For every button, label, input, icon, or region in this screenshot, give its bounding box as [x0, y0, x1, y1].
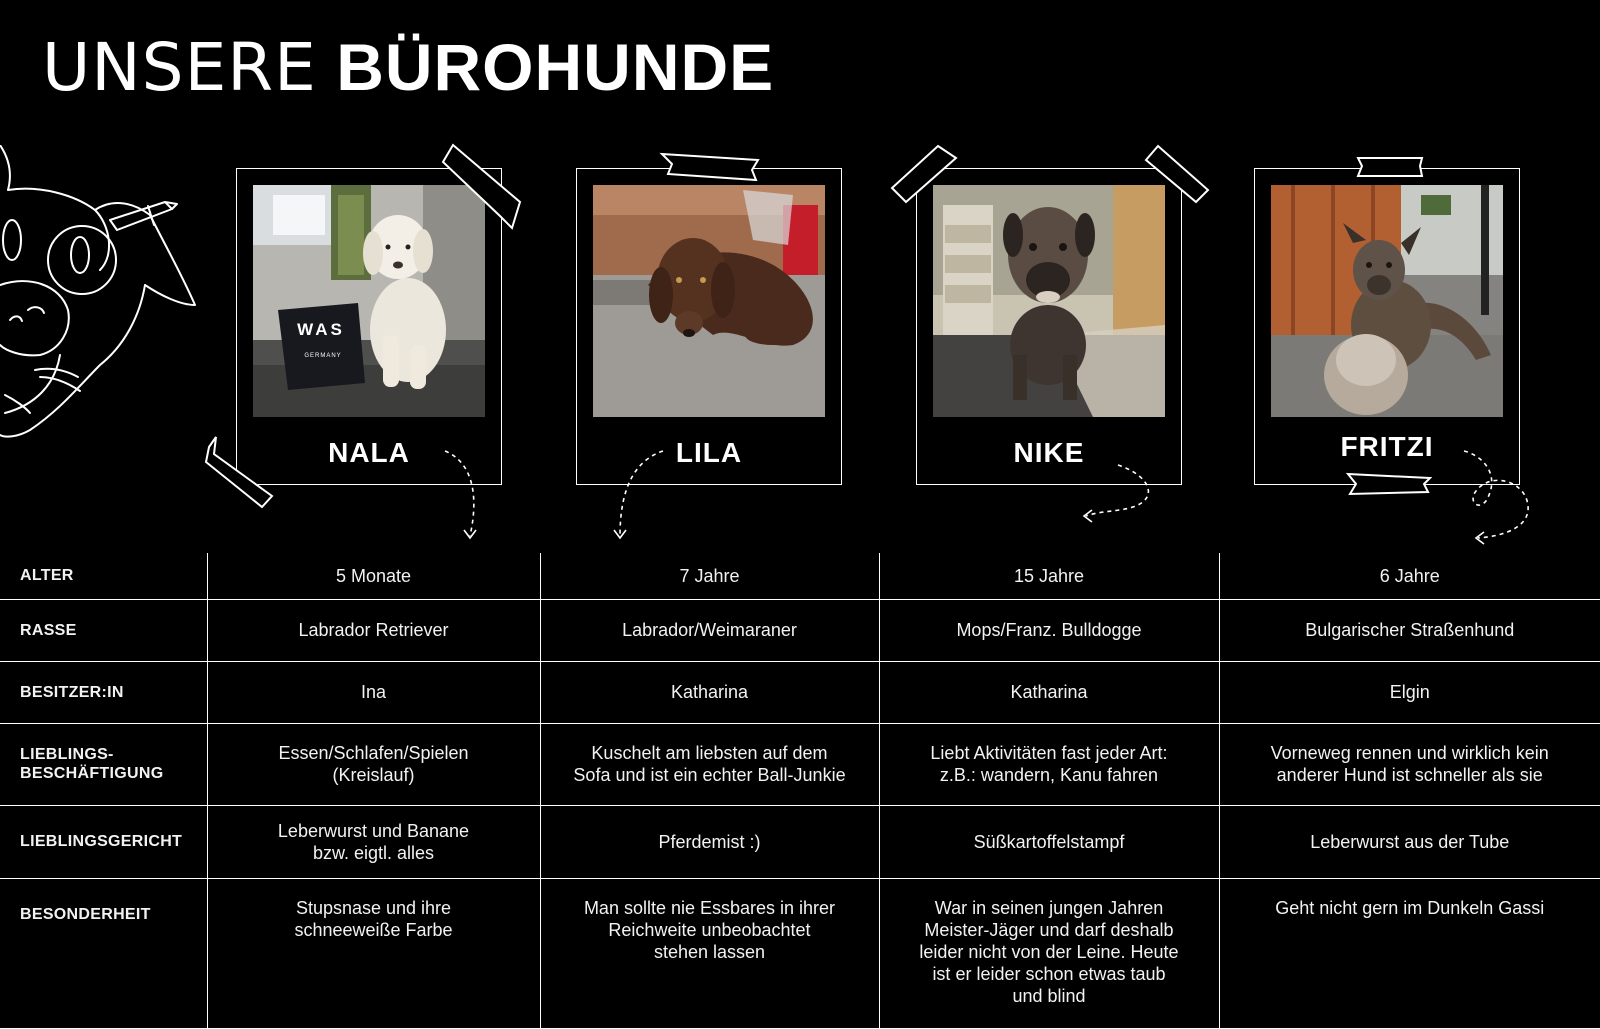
table-row — [0, 878, 1600, 1028]
table-cell-nike: War in seinen jungen Jahren Meister-Jäger und darf deshalb leider nicht von der Leine. Heute ist er leider schon etwas taub und blind — [879, 878, 1219, 1028]
table-cell-fritzi: Elgin — [1219, 661, 1600, 723]
row-label: BESITZER:IN — [0, 661, 207, 723]
title-bold: BÜROHUNDE — [336, 30, 775, 104]
dog-name-nike: NIKE — [1013, 437, 1085, 468]
table-cell-lila: Kuschelt am liebsten auf dem Sofa und ist ein echter Ball-Junkie — [540, 723, 879, 805]
table-cell-nike: Liebt Aktivitäten fast jeder Art: z.B.: wandern, Kanu fahren — [879, 723, 1219, 805]
table-cell-fritzi: Bulgarischer Straßenhund — [1219, 599, 1600, 661]
table-cell-nala: Essen/Schlafen/Spielen (Kreislauf) — [207, 723, 540, 805]
table-cell-lila: Pferdemist :) — [540, 805, 879, 878]
row-label: BESONDERHEIT — [0, 878, 207, 1028]
dog-info-table — [0, 553, 1600, 1029]
table-cell-nike: Katharina — [879, 661, 1219, 723]
row-label: LIEBLINGS- BESCHÄFTIGUNG — [0, 723, 207, 805]
table-cell-lila: Katharina — [540, 661, 879, 723]
table-cell-lila: Labrador/Weimaraner — [540, 599, 879, 661]
page-title — [42, 29, 775, 106]
bag-logo-subtext: GERMANY — [304, 353, 342, 359]
table-cell-nike: Mops/Franz. Bulldogge — [879, 599, 1219, 661]
dog-mascot-illustration — [0, 145, 200, 455]
row-label: ALTER — [0, 553, 207, 599]
table-cell-nike: 15 Jahre — [879, 553, 1219, 599]
title-light: UNSERE — [42, 29, 317, 106]
table-cell-nala: Stupsnase und ihre schneeweiße Farbe — [207, 878, 540, 1028]
table-cell-fritzi: 6 Jahre — [1219, 553, 1600, 599]
table-row — [0, 599, 1600, 661]
dog-name-fritzi: FRITZI — [1340, 431, 1434, 462]
brown-dog-lying-photo — [593, 185, 825, 417]
pug-bulldog-photo — [933, 185, 1165, 417]
table-row — [0, 661, 1600, 723]
labrador-puppy-photo — [253, 185, 485, 417]
table-cell-fritzi: Vorneweg rennen und wirklich kein anderer Hund ist schneller als sie — [1219, 723, 1600, 805]
dog-name-nala: NALA — [328, 437, 410, 468]
table-cell-nala: Labrador Retriever — [207, 599, 540, 661]
bag-logo-text: WAS — [297, 320, 345, 339]
dog-card-lila — [576, 168, 842, 485]
dog-card-nala — [236, 168, 502, 485]
dog-card-nike — [916, 168, 1182, 485]
row-label: RASSE — [0, 599, 207, 661]
table-cell-lila: Man sollte nie Essbares in ihrer Reichweite unbeobachtet stehen lassen — [540, 878, 879, 1028]
table-cell-nala: Ina — [207, 661, 540, 723]
dog-card-fritzi — [1254, 168, 1520, 485]
table-row — [0, 805, 1600, 878]
table-cell-nala: Leberwurst und Banane bzw. eigtl. alles — [207, 805, 540, 878]
table-row — [0, 553, 1600, 599]
table-row — [0, 723, 1600, 805]
dog-name-lila: LILA — [675, 437, 743, 468]
table-cell-lila: 7 Jahre — [540, 553, 879, 599]
table-cell-fritzi: Geht nicht gern im Dunkeln Gassi — [1219, 878, 1600, 1028]
shepherd-mix-photo — [1271, 185, 1503, 417]
table-cell-nike: Süßkartoffelstampf — [879, 805, 1219, 878]
table-cell-nala: 5 Monate — [207, 553, 540, 599]
table-cell-fritzi: Leberwurst aus der Tube — [1219, 805, 1600, 878]
row-label: LIEBLINGSGERICHT — [0, 805, 207, 878]
